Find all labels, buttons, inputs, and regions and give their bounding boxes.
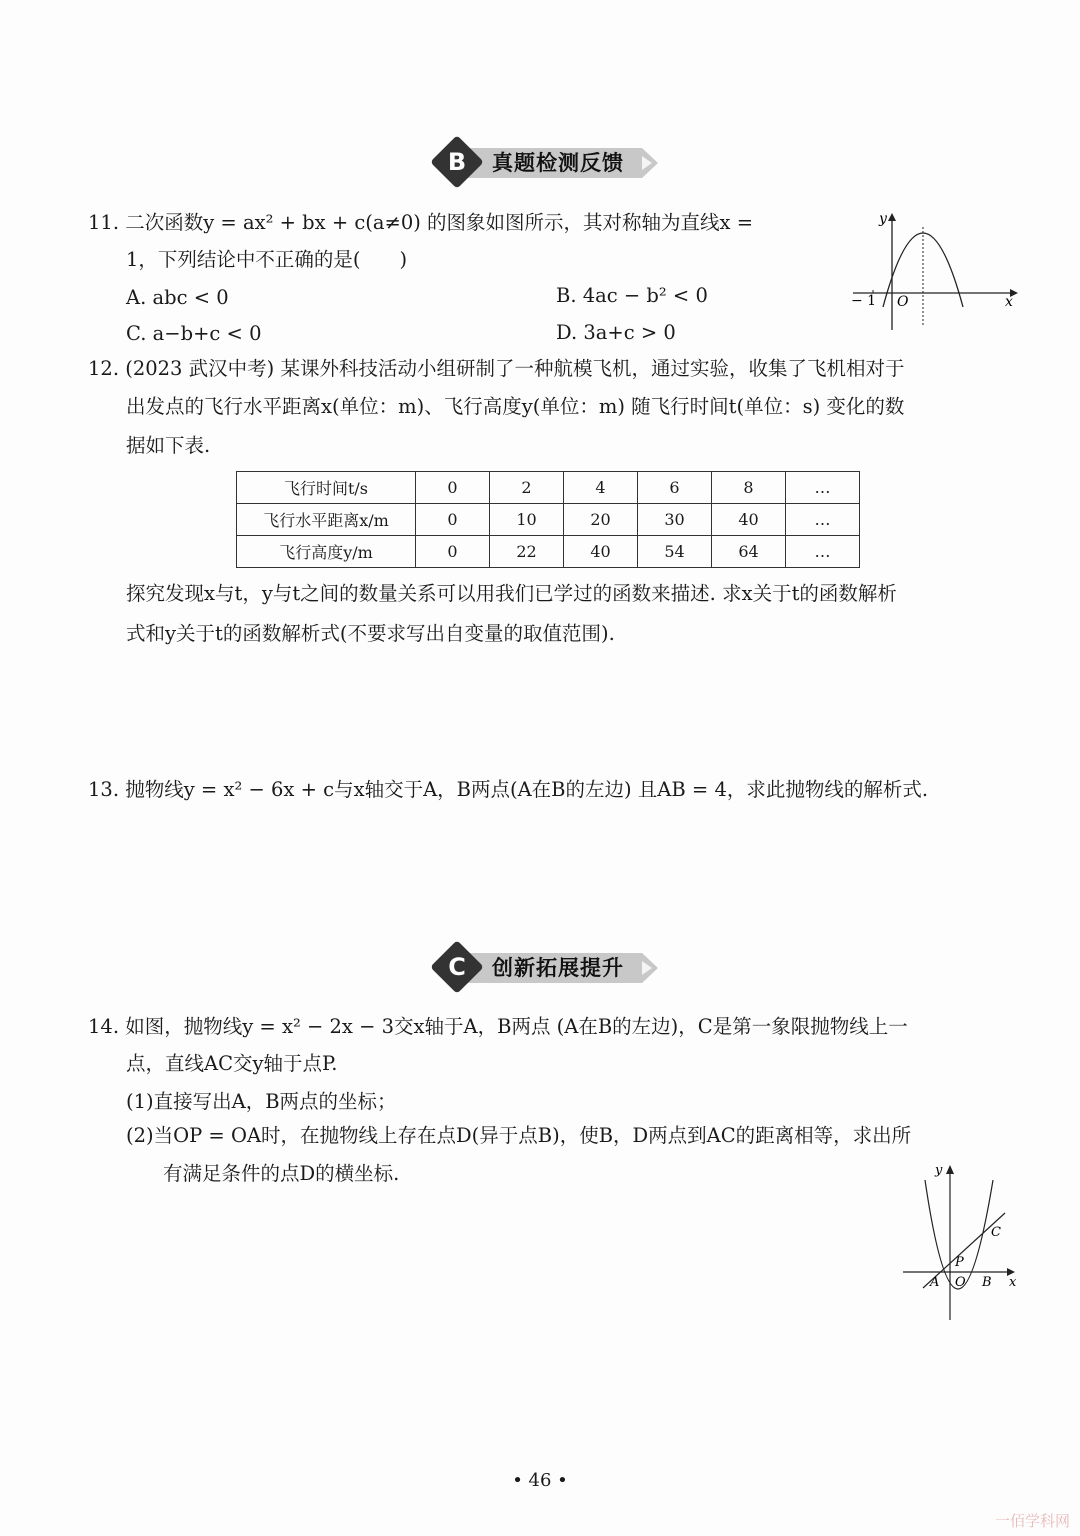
q14-part2-line1: (2)当OP = OA时，在抛物线上存在点D(异于点B)，使B，D两点到AC的距离相等，求出所: [126, 1124, 912, 1147]
table-cell: 54: [638, 536, 712, 568]
table-cell: 0: [416, 504, 490, 536]
point-c-label: C: [991, 1225, 1001, 1240]
origin-label: O: [897, 294, 909, 310]
q11-option-c: C. a−b+c < 0: [126, 322, 262, 345]
row-header: 飞行水平距离x/m: [237, 504, 416, 536]
tick-label: − 1: [851, 293, 877, 309]
table-cell: 30: [638, 504, 712, 536]
table-cell: …: [786, 504, 860, 536]
x-label: x: [1005, 294, 1013, 310]
y-axis-arrow-icon: [888, 213, 896, 221]
y-axis-arrow-icon: [946, 1165, 954, 1174]
q11-option-d: D. 3a+c > 0: [556, 321, 676, 344]
q12-line1: 12. (2023 武汉中考) 某课外科技活动小组研制了一种航模飞机，通过实验，收集了飞机相对于: [88, 357, 905, 380]
point-a-label: A: [930, 1275, 940, 1290]
q14-part1: (1)直接写出A，B两点的坐标；: [126, 1090, 397, 1113]
q12-line5: 式和y关于t的函数解析式(不要求写出自变量的取值范围).: [126, 622, 615, 645]
page-number: • 46 •: [512, 1470, 568, 1491]
q14-parabola-figure: [895, 1160, 1025, 1320]
q11-line1: 11. 二次函数y = ax² + bx + c(a≠0) 的图象如图所示，其对称轴为直线x =: [88, 211, 754, 234]
section-letter: C: [448, 953, 466, 981]
q11-line2: 1，下列结论中不正确的是( ): [126, 248, 408, 271]
table-cell: 10: [490, 504, 564, 536]
table-cell: 8: [712, 472, 786, 504]
section-letter: B: [447, 148, 467, 176]
section-title: 创新拓展提升: [492, 956, 624, 980]
table-cell: 6: [638, 472, 712, 504]
q14-part2-line2: 有满足条件的点D的横坐标.: [163, 1162, 400, 1185]
arrow-icon: [642, 961, 652, 975]
table-cell: 40: [712, 504, 786, 536]
y-label: y: [935, 1163, 943, 1178]
q11-option-b: B. 4ac − b² < 0: [556, 284, 708, 307]
q12-line3: 据如下表.: [126, 434, 211, 457]
table-row: [237, 472, 860, 504]
point-p-label: P: [955, 1255, 964, 1270]
parabola-curve: [925, 1180, 993, 1289]
section-title: 真题检测反馈: [492, 151, 624, 175]
y-label: y: [879, 211, 887, 227]
q14-line2: 点，直线AC交y轴于点P.: [126, 1052, 338, 1075]
q11-option-a: A. abc < 0: [126, 286, 229, 309]
table-cell: 4: [564, 472, 638, 504]
table-cell: 40: [564, 536, 638, 568]
table-row: [237, 536, 860, 568]
q11-parabola-figure: [845, 205, 1025, 335]
q12-line2: 出发点的飞行水平距离x(单位：m)、飞行高度y(单位：m) 随飞行时间t(单位：s) 变化的数: [126, 395, 905, 418]
table-row: [237, 504, 860, 536]
row-header: 飞行时间t/s: [237, 472, 416, 504]
flight-data-table: [236, 471, 860, 568]
table-cell: 22: [490, 536, 564, 568]
section-b-header: [432, 140, 672, 186]
table-cell: 2: [490, 472, 564, 504]
table-cell: 20: [564, 504, 638, 536]
origin-label: O: [955, 1275, 966, 1290]
row-header: 飞行高度y/m: [237, 536, 416, 568]
table-cell: 0: [416, 472, 490, 504]
q12-line4: 探究发现x与t，y与t之间的数量关系可以用我们已学过的函数来描述. 求x关于t的函数解析: [126, 582, 897, 605]
table-cell: 64: [712, 536, 786, 568]
arrow-icon: [642, 156, 652, 170]
watermark: 一佰学科网: [994, 1512, 1070, 1530]
q13-line1: 13. 抛物线y = x² − 6x + c与x轴交于A，B两点(A在B的左边) 且AB = 4，求此抛物线的解析式.: [88, 778, 929, 801]
table-cell: …: [786, 472, 860, 504]
q14-line1: 14. 如图，抛物线y = x² − 2x − 3交x轴于A，B两点 (A在B的左边)，C是第一象限抛物线上一: [88, 1015, 908, 1038]
point-b-label: B: [982, 1275, 992, 1290]
table-cell: 0: [416, 536, 490, 568]
table-cell: …: [786, 536, 860, 568]
section-c-header: [432, 945, 672, 991]
x-label: x: [1009, 1275, 1017, 1290]
